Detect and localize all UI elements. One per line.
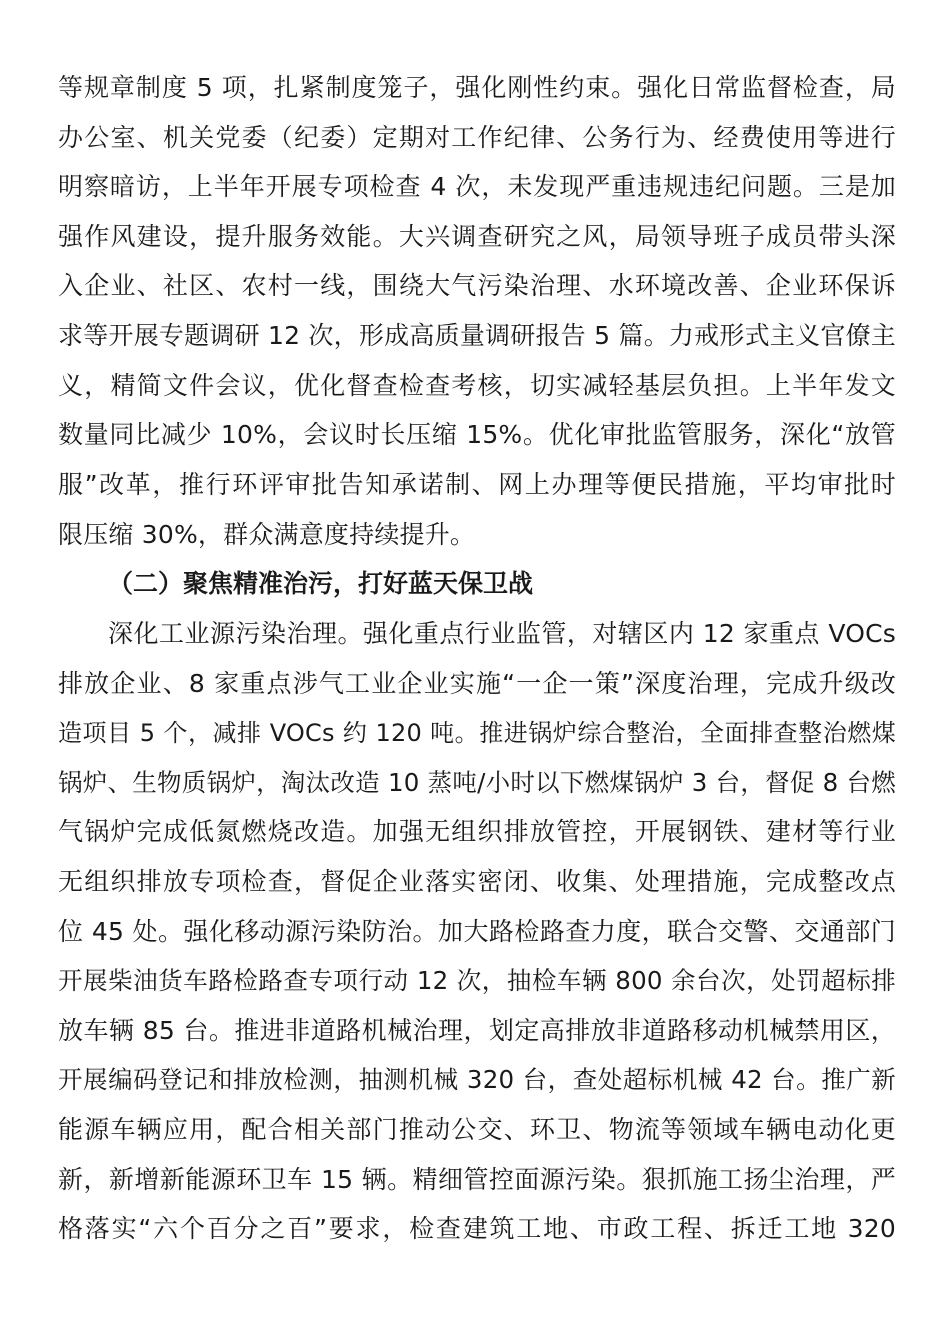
paragraph-1-line-10: 限压缩 30%，群众满意度持续提升。	[58, 520, 476, 549]
paragraph-1-line-5: 入企业、社区、农村一线，围绕大气污染治理、水环境改善、企业环保诉	[58, 271, 896, 300]
paragraph-2-line-8: 开展柴油货车路检路查专项行动 12 次，抽检车辆 800 余台次，处罚超标排	[58, 966, 896, 995]
paragraph-2-line-3: 造项目 5 个，减排 VOCs 约 120 吨。推进锅炉综合整治，全面排查整治燃煤	[58, 719, 896, 747]
paragraph-2-line-12: 新，新增新能源环卫车 15 辆。精细管控面源污染。狠抓施工扬尘治理，严	[58, 1165, 896, 1194]
paragraph-1-line-9: 服”改革，推行环评审批告知承诺制、网上办理等便民措施，平均审批时	[58, 470, 896, 499]
paragraph-2-line-13: 格落实“六个百分之百”要求，检查建筑工地、市政工程、拆迁工地 320	[58, 1214, 896, 1243]
paragraph-1-line-3: 明察暗访，上半年开展专项检查 4 次，未发现严重违规违纪问题。三是加	[58, 172, 896, 201]
paragraph-2-line-2: 排放企业、8 家重点涉气工业企业实施“一企一策”深度治理，完成升级改	[58, 669, 896, 698]
paragraph-1-line-1: 等规章制度 5 项，扎紧制度笼子，强化刚性约束。强化日常监督检查，局	[58, 73, 896, 102]
paragraph-1-line-2: 办公室、机关党委（纪委）定期对工作纪律、公务行为、经费使用等进行	[58, 123, 896, 152]
paragraph-2-line-4: 锅炉、生物质锅炉，淘汰改造 10 蒸吨/小时以下燃煤锅炉 3 台，督促 8 台燃	[58, 768, 896, 797]
section-heading: （二）聚焦精准治污，打好蓝天保卫战	[108, 569, 534, 598]
paragraph-2-line-1: 深化工业源污染治理。强化重点行业监管，对辖区内 12 家重点 VOCs	[108, 619, 896, 648]
paragraph-2-line-6: 无组织排放专项检查，督促企业落实密闭、收集、处理措施，完成整改点	[58, 867, 896, 896]
paragraph-1-line-7: 义，精简文件会议，优化督查检查考核，切实减轻基层负担。上半年发文	[58, 371, 896, 400]
paragraph-2-line-7: 位 45 处。强化移动源污染防治。加大路检路查力度，联合交警、交通部门	[58, 917, 896, 946]
paragraph-2-line-10: 开展编码登记和排放检测，抽测机械 320 台，查处超标机械 42 台。推广新	[58, 1065, 896, 1094]
paragraph-1-line-8: 数量同比减少 10%，会议时长压缩 15%。优化审批监管服务，深化“放管	[58, 420, 896, 449]
paragraph-2-line-5: 气锅炉完成低氮燃烧改造。加强无组织排放管控，开展钢铁、建材等行业	[58, 817, 896, 846]
paragraph-2-line-11: 能源车辆应用，配合相关部门推动公交、环卫、物流等领域车辆电动化更	[58, 1115, 896, 1144]
paragraph-1-line-4: 强作风建设，提升服务效能。大兴调查研究之风，局领导班子成员带头深	[58, 222, 896, 251]
paragraph-2-line-9: 放车辆 85 台。推进非道路机械治理，划定高排放非道路移动机械禁用区，	[58, 1016, 896, 1045]
paragraph-1-line-6: 求等开展专题调研 12 次，形成高质量调研报告 5 篇。力戒形式主义官僚主	[58, 321, 896, 350]
